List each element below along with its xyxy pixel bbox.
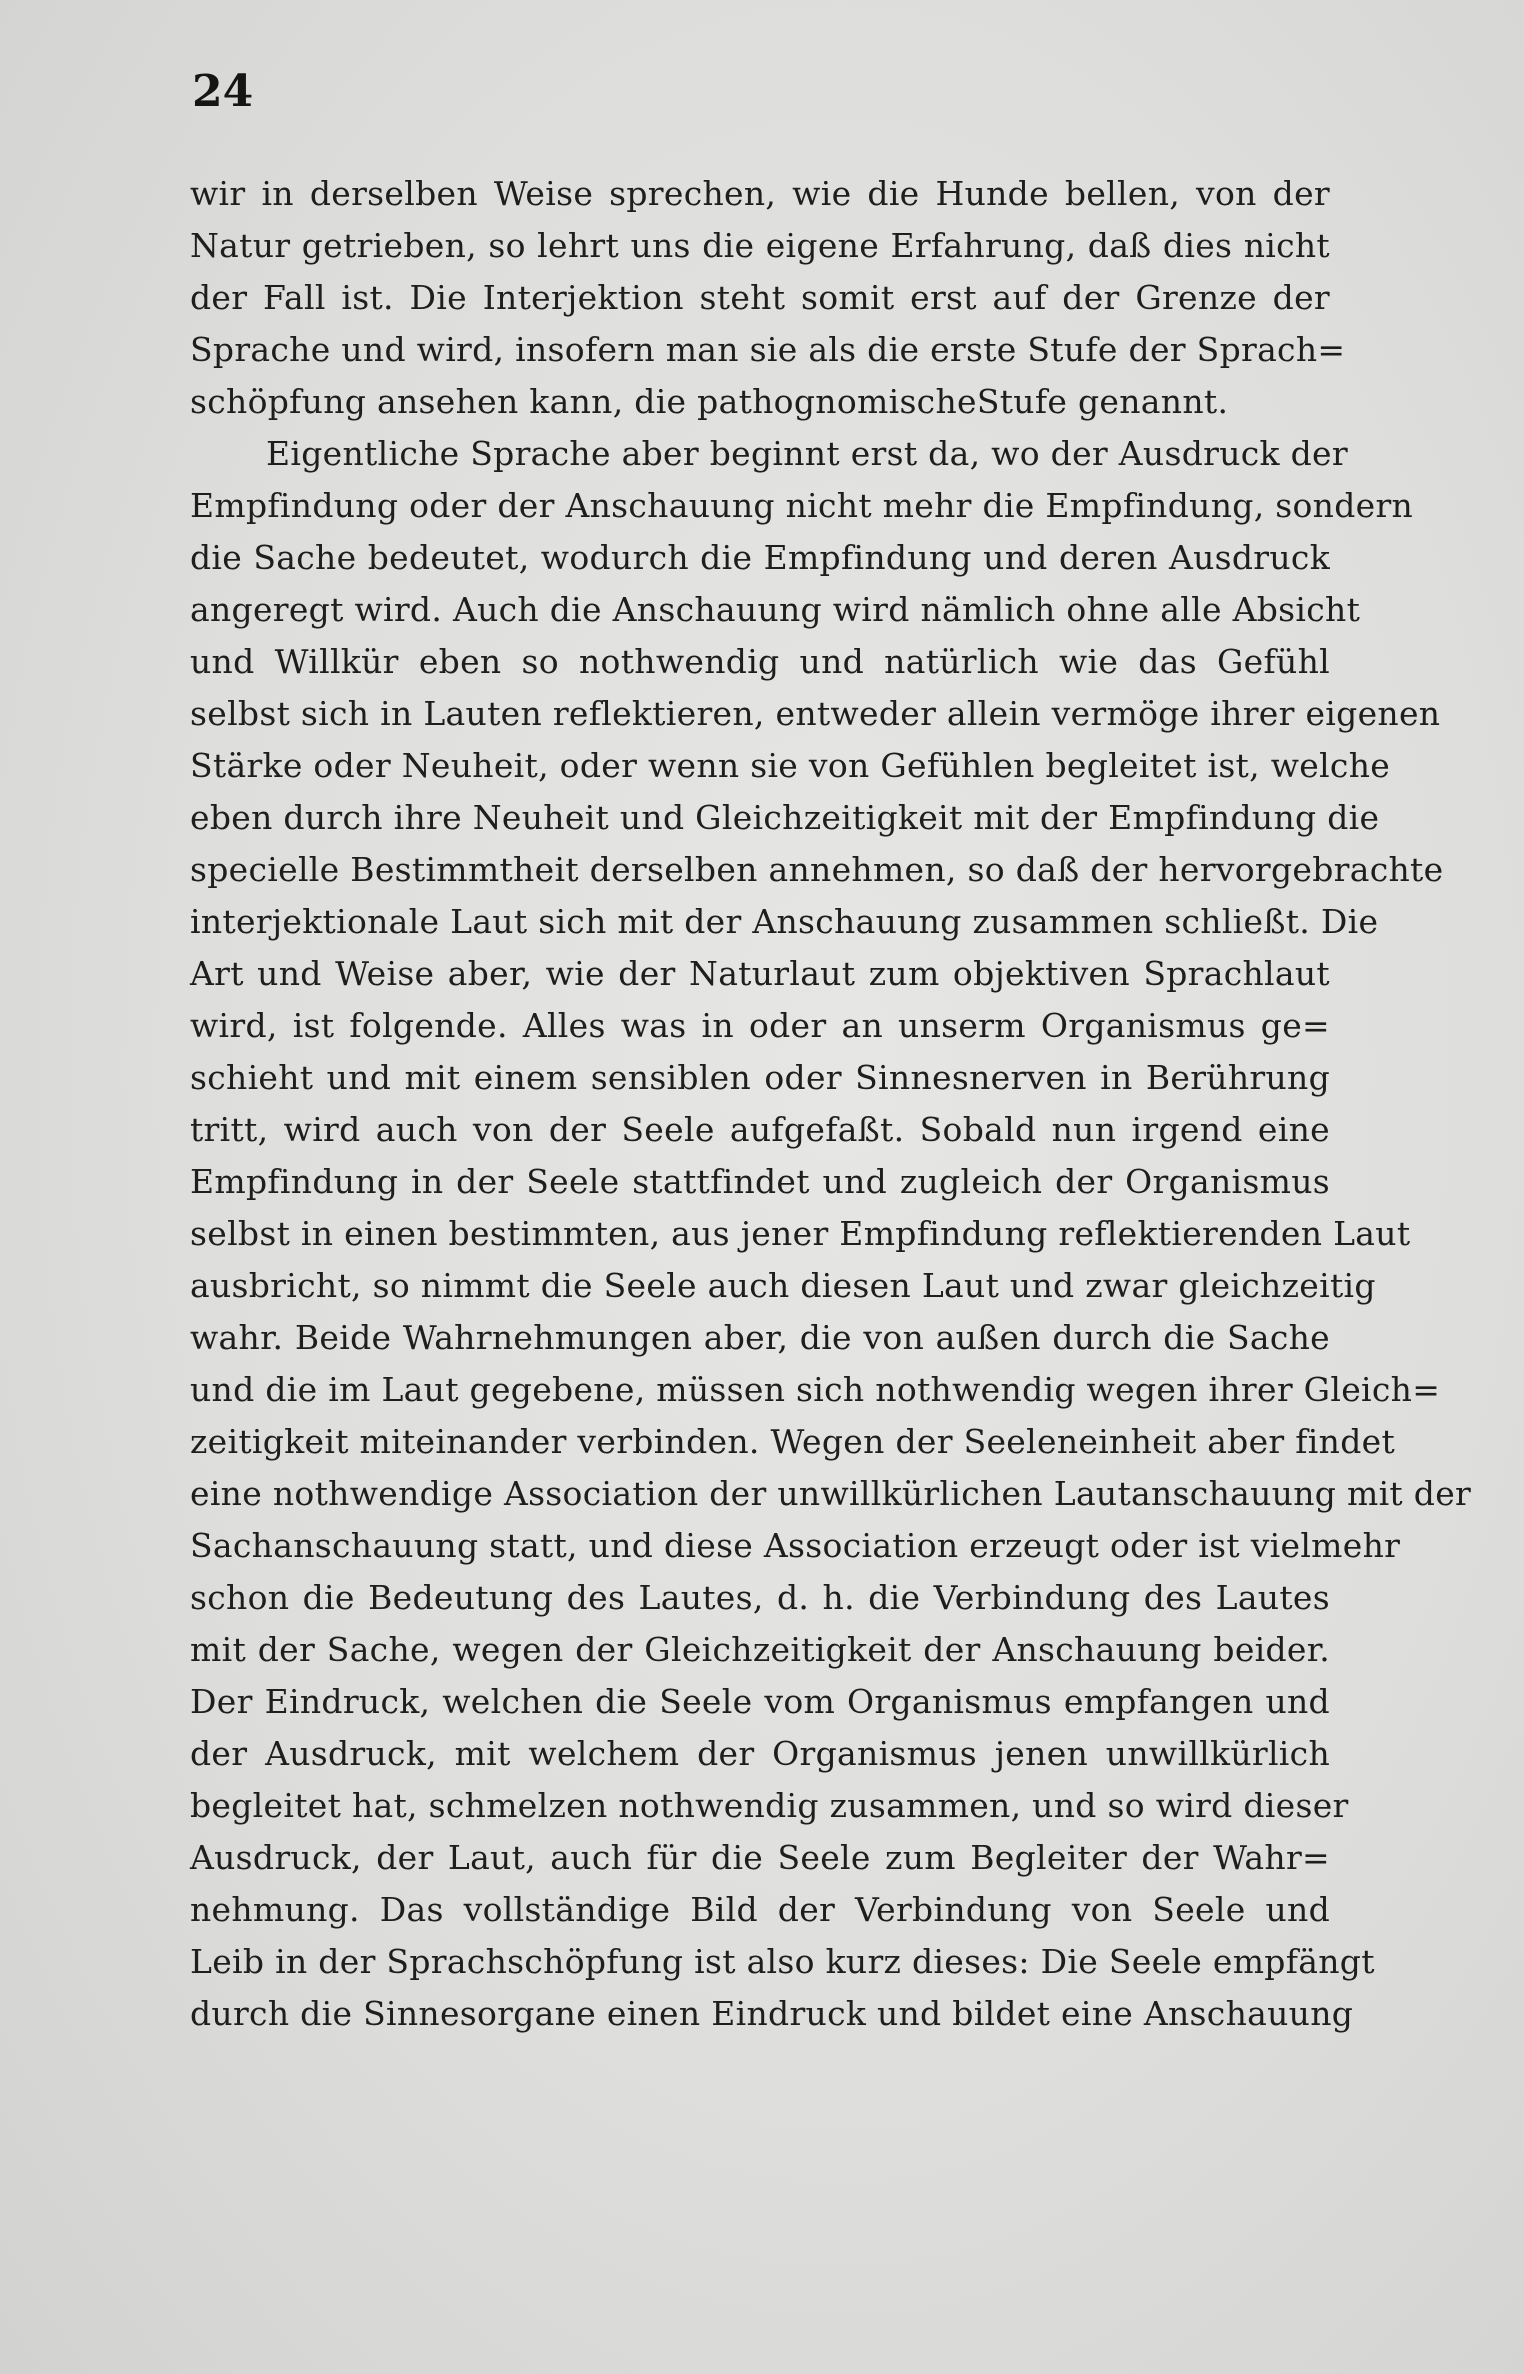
text-line: Sprache und wird, insofern man sie als die erste Stufe der Sprach= <box>190 330 1346 369</box>
text-line: Empfindung in der Seele stattfindet und zugleich der Organismus <box>190 1162 1330 1201</box>
text-line: Sachanschauung statt, und diese Association erzeugt oder ist vielmehr <box>190 1526 1401 1565</box>
text-line: selbst in einen bestimmten, aus jener Empfindung reflektierenden Laut <box>190 1214 1411 1253</box>
text-line: Stärke oder Neuheit, oder wenn sie von Gefühlen begleitet ist, welche <box>190 746 1391 785</box>
text-line: wahr. Beide Wahrnehmungen aber, die von außen durch die Sache <box>190 1318 1330 1357</box>
text-line: zeitigkeit miteinander verbinden. Wegen der Seeleneinheit aber findet <box>190 1422 1396 1461</box>
body-text <box>190 168 1472 2040</box>
paragraph-1 <box>190 168 1346 428</box>
text-line: wird, ist folgende. Alles was in oder an unserm Organismus ge= <box>190 1006 1330 1045</box>
text-line: begleitet hat, schmelzen nothwendig zusammen, und so wird dieser <box>190 1786 1349 1825</box>
text-line: die Sache bedeutet, wodurch die Empfindung und deren Ausdruck <box>190 538 1330 577</box>
text-line: angeregt wird. Auch die Anschauung wird nämlich ohne alle Absicht <box>190 590 1361 629</box>
text-line: specielle Bestimmtheit derselben annehmen, so daß der hervorgebrachte <box>190 850 1444 889</box>
text-line: der Ausdruck, mit welchem der Organismus jenen unwillkürlich <box>190 1734 1330 1773</box>
paragraph-2 <box>190 428 1472 2040</box>
text-line: Eigentliche Sprache aber beginnt erst da, wo der Ausdruck der <box>266 434 1348 473</box>
text-line: ausbricht, so nimmt die Seele auch diesen Laut und zwar gleichzeitig <box>190 1266 1376 1305</box>
text-line: Natur getrieben, so lehrt uns die eigene Erfahrung, daß dies nicht <box>190 226 1330 265</box>
text-line: und Willkür eben so nothwendig und natürlich wie das Gefühl <box>190 642 1330 681</box>
text-line: Ausdruck, der Laut, auch für die Seele zum Begleiter der Wahr= <box>190 1838 1330 1877</box>
text-line: eine nothwendige Association der unwillkürlichen Lautanschauung mit der <box>190 1474 1472 1513</box>
text-line: schon die Bedeutung des Lautes, d. h. die Verbindung des Lautes <box>190 1578 1330 1617</box>
text-line: mit der Sache, wegen der Gleichzeitigkeit der Anschauung beider. <box>190 1630 1330 1669</box>
text-line: Art und Weise aber, wie der Naturlaut zum objektiven Sprachlaut <box>190 954 1330 993</box>
text-line: interjektionale Laut sich mit der Anschauung zusammen schließt. Die <box>190 902 1379 941</box>
text-line: durch die Sinnesorgane einen Eindruck und bildet eine Anschauung <box>190 1994 1354 2033</box>
text-line: der Fall ist. Die Interjektion steht somit erst auf der Grenze der <box>190 278 1330 317</box>
text-line: schieht und mit einem sensiblen oder Sinnesnerven in Berührung <box>190 1058 1330 1097</box>
text-line: eben durch ihre Neuheit und Gleichzeitigkeit mit der Empfindung die <box>190 798 1380 837</box>
text-line: selbst sich in Lauten reflektieren, entweder allein vermöge ihrer eigenen <box>190 694 1441 733</box>
text-line: tritt, wird auch von der Seele aufgefaßt. Sobald nun irgend eine <box>190 1110 1330 1149</box>
page-number: 24 <box>192 66 254 117</box>
text-line: Leib in der Sprachschöpfung ist also kurz dieses: Die Seele empfängt <box>190 1942 1375 1981</box>
text-line: nehmung. Das vollständige Bild der Verbindung von Seele und <box>190 1890 1330 1929</box>
text-line: schöpfung ansehen kann, die pathognomischeStufe genannt. <box>190 382 1229 421</box>
text-line: Empfindung oder der Anschauung nicht mehr die Empfindung, sondern <box>190 486 1414 525</box>
text-line: wir in derselben Weise sprechen, wie die Hunde bellen, von der <box>190 174 1330 213</box>
text-line: und die im Laut gegebene, müssen sich nothwendig wegen ihrer Gleich= <box>190 1370 1441 1409</box>
text-line: Der Eindruck, welchen die Seele vom Organismus empfangen und <box>190 1682 1330 1721</box>
